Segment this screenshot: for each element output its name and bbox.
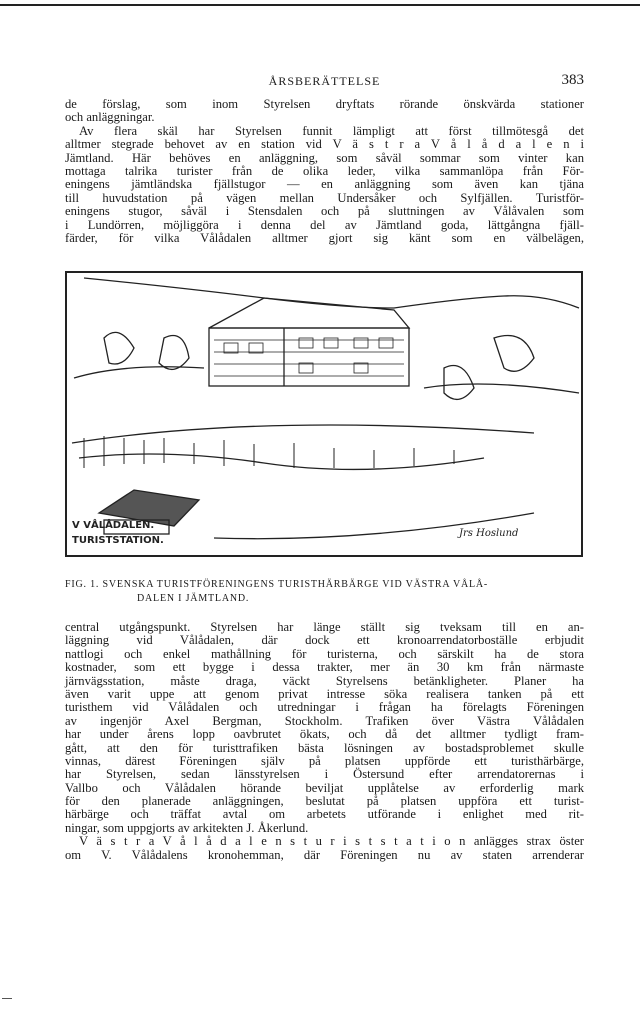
figure-label-line1: V VÅLÅDALEN. (72, 520, 155, 531)
text-line: läggning vid Vålådalen, där dock ett kronoarrendatorboställe erbjudit (65, 633, 584, 648)
top-rule (0, 4, 640, 6)
page-number: 383 (561, 72, 584, 88)
text-line: kostnader, som ett bygge i dessa trakter, mer än 30 km från närmaste (65, 660, 584, 675)
artist-signature: Jrs Hoslund (459, 528, 519, 539)
text-line: vinnas, därest Föreningen själv på platsen uppförde ett turisthärbärge, (65, 753, 584, 768)
text-line: i Lundörren, möjliggöra i denna del av Jämtland goda, lättgångna fjäll- (65, 217, 584, 232)
figure-label-line2: TURISTSTATION. (72, 535, 164, 546)
text-line: till huvudstation på vägen mellan Undersåker och Sylfjällen. Turistför- (65, 190, 584, 205)
text-line: färder, för vilka Vålådalen alltmer gjort sig känt som en välbelägen, (65, 230, 584, 245)
header-title: ÅRSBERÄTTELSE (268, 74, 381, 88)
text-line: Jämtland. Här behöves en anläggning, som såväl sommar som vinter kan (65, 150, 584, 165)
figure-caption (65, 578, 584, 606)
text-line: har under årens lopp oavbrutet ökats, och då det alltmer tydligt fram- (65, 727, 584, 742)
caption-line-1: FIG. 1. SVENSKA TURISTFÖRENINGENS TURISTHÄRBÄRGE VID VÄSTRA VÅLÅ- (65, 579, 489, 590)
text-line: gått, att den för turisttrafiken bästa lösningen av bostadsproblemet skulle (65, 740, 584, 755)
text-line: har Styrelsen, sedan länsstyrelsen i Östersund efter arrendatorernas i (65, 767, 584, 782)
top-text-block (65, 98, 584, 245)
text-line: järnvägsstation, måste draga, väckt Styrelsens betänkligheter. Planer ha (65, 673, 584, 688)
text-line: om V. Vålådalens kronohemman, där Föreningen nu av staten arrenderar (65, 847, 584, 862)
text-line: Av flera skäl har Styrelsen funnit lämpligt att först tillmötesgå det (79, 123, 584, 138)
scan-mark (2, 998, 12, 999)
running-header (65, 72, 584, 88)
sketch-turiststation (64, 268, 584, 564)
text-line: nattlogi och enkel mathållning för turisterna, och särskilt ha de stora (65, 646, 584, 661)
text-line: för den planerade anläggningen, beslutat på platsen uppföra ett turist- (65, 794, 584, 809)
text-line: även varit uppe att genom privat intresse söka realisera tanken på ett (65, 686, 584, 701)
text-line: eningens jämtländska fjällstugor — en anläggning som även kan tjäna (65, 177, 584, 192)
text-line: härbärge och träffat avtal om arbetets utförande i enlighet med rit- (65, 807, 584, 822)
text-line: Vallbo och Vålådalen hörande beviljat upplåtelse av erforderlig mark (65, 780, 584, 795)
text-line: eningens stugor, såväl i Stensdalen och på sluttningen av Vålåvalen som (65, 204, 584, 219)
text-line: V ä s t r a V å l å d a l e n s t u r i s t s t a t i o n anlägges strax öster (79, 834, 584, 849)
figure-illustration (64, 268, 584, 564)
text-line: central utgångspunkt. Styrelsen har länge ställt sig tveksam till en an- (65, 620, 584, 634)
text-line: mottaga talrika turister från de olika leder, vilka sammanlöpa från För- (65, 163, 584, 178)
text-line: alltmer stegrade behovet av en station vid V ä s t r a V å l å d a l e n i (65, 137, 584, 152)
text-line: och anläggningar. (65, 110, 155, 125)
text-line: de förslag, som inom Styrelsen dryftats rörande önskvärda stationer (65, 97, 584, 111)
text-line: av ingenjör Axel Bergman, Stockholm. Trafiken över Västra Vålådalen (65, 713, 584, 728)
text-line: turisthem vid Vålådalen och utredningar i frågan ha förelagts Föreningen (65, 700, 584, 715)
text-line: ningar, som uppgjorts av arkitekten J. Åkerlund. (65, 820, 309, 835)
bottom-text-block (65, 621, 584, 862)
caption-line-2: DALEN I JÄMTLAND. (137, 593, 250, 604)
